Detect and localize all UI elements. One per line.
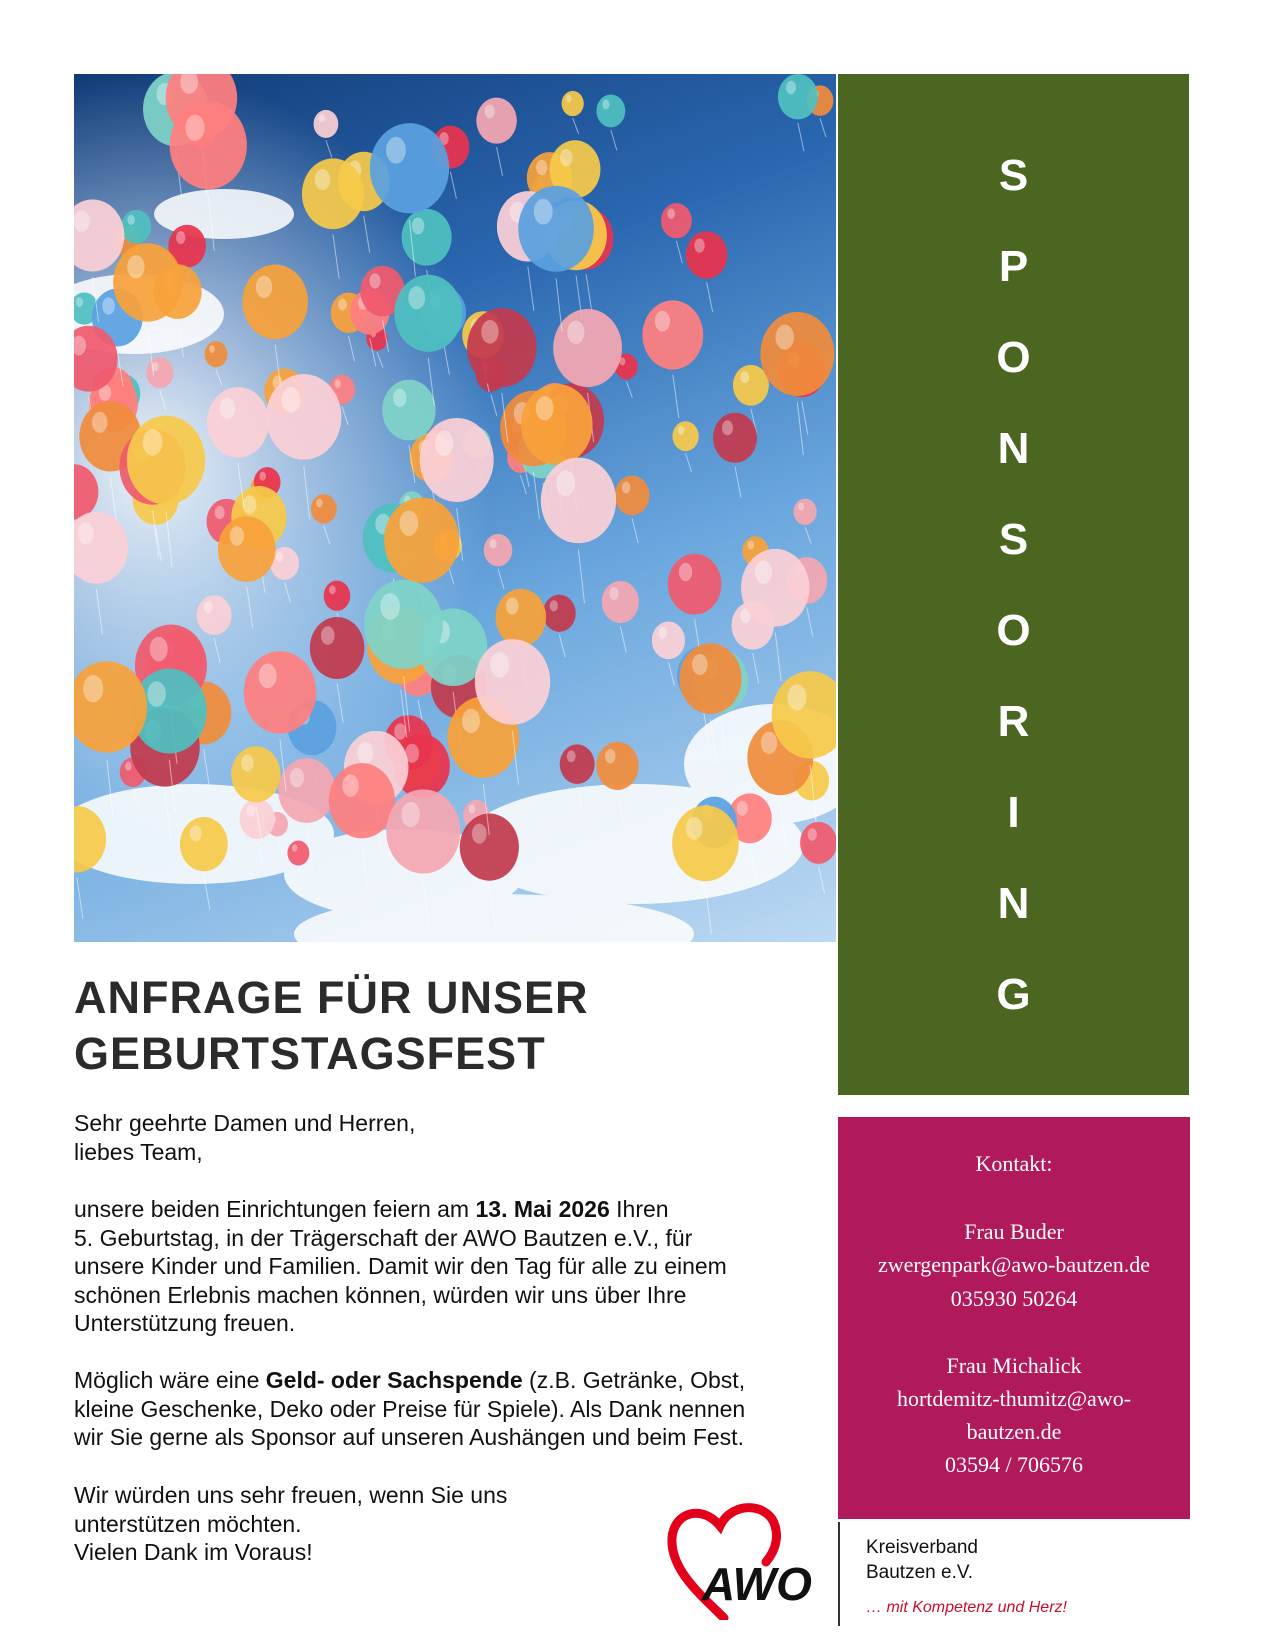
contact-name: Frau Buder	[964, 1219, 1064, 1244]
balloon-highlight	[435, 431, 453, 456]
greeting-line: Sehr geehrte Damen und Herren,	[74, 1110, 416, 1136]
balloon-highlight	[481, 320, 498, 344]
balloon	[170, 101, 247, 189]
balloon	[560, 744, 595, 784]
paragraph-line: kleine Geschenke, Deko oder Preise für Spiele). Als Dank nennen	[74, 1395, 746, 1422]
balloon	[231, 746, 280, 802]
paragraph-line: unsere beiden Einrichtungen feiern am 13. Mai 2026 Ihren	[74, 1196, 669, 1222]
balloon-highlight	[469, 804, 476, 813]
sponsor-letter: S	[998, 515, 1029, 564]
paragraph-line: Vielen Dank im Voraus!	[74, 1539, 313, 1565]
balloon	[615, 476, 650, 516]
balloon	[287, 841, 309, 866]
paragraph-1	[74, 1195, 814, 1338]
paragraph-line: Unterstützung freuen.	[74, 1310, 296, 1336]
paragraph-line: 5. Geburtstag, in der Trägerschaft der AWO Bautzen e.V., für	[74, 1224, 693, 1251]
paragraph-line: Möglich wäre eine Geld- oder Sachspende (z.B. Getränke, Obst,	[74, 1367, 746, 1393]
balloon-highlight	[761, 732, 777, 754]
sponsor-letter: S	[998, 151, 1029, 200]
balloon-highlight	[412, 217, 425, 234]
balloon-highlight	[679, 563, 692, 581]
balloon-highlight	[338, 299, 347, 311]
balloon-highlight	[92, 412, 107, 433]
greeting	[74, 1109, 814, 1166]
sponsor-letter: I	[1007, 788, 1020, 837]
donation-type: Geld- oder Sachspende	[265, 1367, 523, 1393]
paragraph-2	[74, 1366, 814, 1452]
title-line-1: ANFRAGE FÜR UNSER	[74, 972, 589, 1023]
sponsor-letter: N	[997, 879, 1030, 928]
balloon	[310, 617, 365, 679]
balloon-highlight	[185, 115, 204, 141]
balloon-highlight	[602, 99, 609, 109]
balloon-highlight	[556, 470, 575, 496]
balloon	[733, 365, 769, 406]
balloon	[302, 158, 364, 229]
balloon-highlight	[490, 539, 497, 549]
balloon-highlight	[220, 398, 236, 419]
balloon-highlight	[622, 482, 631, 494]
balloon-highlight	[342, 774, 359, 797]
balloon-highlight	[393, 389, 406, 407]
balloon-highlight	[692, 654, 708, 675]
balloon-highlight	[490, 652, 509, 678]
sponsor-letter: O	[996, 333, 1031, 382]
balloon-highlight	[190, 825, 202, 841]
balloon-highlight	[678, 426, 685, 435]
balloon	[384, 498, 459, 583]
balloon-highlight	[737, 801, 748, 816]
balloon	[602, 581, 639, 623]
balloon-highlight	[462, 709, 480, 733]
balloon	[672, 421, 698, 451]
balloon-highlight	[566, 95, 572, 103]
balloon	[672, 806, 739, 882]
balloon	[642, 300, 703, 369]
balloon	[661, 203, 692, 238]
balloon	[242, 265, 308, 340]
balloon	[475, 639, 550, 725]
balloon	[518, 186, 594, 272]
contact-phone[interactable]: 03594 / 706576	[944, 1452, 1084, 1477]
balloon	[686, 231, 728, 278]
balloon	[266, 374, 341, 460]
contact-title: Kontakt:	[975, 1151, 1053, 1176]
awo-logo-text: AWO	[702, 1558, 812, 1610]
balloon-highlight	[380, 593, 400, 620]
balloon-highlight	[534, 199, 553, 225]
balloon	[596, 95, 625, 128]
balloon	[496, 589, 547, 646]
balloon	[679, 643, 741, 714]
balloon-highlight	[319, 114, 325, 122]
balloon	[741, 549, 809, 627]
sponsor-letter: O	[996, 606, 1031, 655]
balloon-highlight	[259, 472, 266, 481]
balloon-highlight	[667, 208, 675, 219]
balloon-highlight	[290, 768, 304, 787]
event-date: 13. Mai 2026	[475, 1196, 610, 1222]
balloon	[180, 817, 228, 871]
balloon-highlight	[775, 325, 793, 350]
balloon-highlight	[176, 231, 185, 244]
balloon	[197, 595, 232, 635]
balloons-sky-image	[74, 74, 836, 942]
balloon	[484, 534, 513, 566]
balloon	[553, 309, 622, 387]
sponsor-letter: N	[997, 424, 1030, 473]
balloon	[652, 622, 685, 660]
balloon-highlight	[408, 286, 425, 309]
page-title	[74, 970, 589, 1082]
balloon-highlight	[394, 723, 406, 739]
balloon-highlight	[357, 742, 373, 764]
balloon	[562, 91, 584, 116]
paragraph-line: unsere Kinder und Familien. Damit wir den Tag für alle zu einem	[74, 1253, 727, 1279]
balloon-highlight	[316, 499, 322, 508]
balloon-highlight	[686, 817, 703, 840]
balloon	[146, 357, 173, 388]
balloon	[713, 413, 757, 463]
balloon-highlight	[798, 503, 804, 511]
balloon-highlight	[401, 802, 420, 827]
balloon	[521, 384, 592, 465]
balloon	[244, 651, 316, 733]
balloon-highlight	[102, 297, 115, 314]
balloon-highlight	[281, 387, 300, 413]
balloon-highlight	[215, 506, 225, 520]
sponsoring-panel	[838, 74, 1189, 1095]
balloon	[541, 458, 616, 544]
balloon	[476, 98, 516, 144]
balloon-highlight	[247, 805, 256, 817]
balloon-highlight	[241, 755, 253, 772]
balloon-highlight	[243, 495, 257, 514]
balloon-highlight	[334, 379, 340, 388]
org-line: Bautzen e.V.	[866, 1562, 974, 1583]
balloon-highlight	[276, 552, 283, 562]
balloon-highlight	[567, 321, 584, 344]
awo-logo	[662, 1500, 822, 1620]
balloon-highlight	[143, 429, 163, 456]
balloon	[402, 209, 452, 266]
org-slogan: … mit Kompetenz und Herz!	[866, 1599, 1067, 1616]
balloon-highlight	[256, 276, 272, 298]
balloon	[394, 275, 462, 352]
balloon-highlight	[485, 104, 495, 118]
balloon	[460, 814, 519, 881]
greeting-line: liebes Team,	[74, 1138, 203, 1165]
balloon-highlight	[150, 637, 168, 662]
balloon-highlight	[259, 664, 277, 689]
balloon	[218, 516, 276, 582]
balloon-highlight	[369, 273, 380, 288]
balloon	[127, 416, 205, 505]
balloon	[113, 243, 182, 321]
balloon-highlight	[74, 210, 90, 232]
contact-panel	[838, 1117, 1190, 1519]
balloon-highlight	[659, 627, 667, 638]
balloon	[370, 123, 449, 213]
balloon-highlight	[748, 541, 755, 550]
balloon-highlight	[787, 684, 806, 710]
title-line-2: GEBURTSTAGSFEST	[74, 1028, 546, 1079]
balloon-highlight	[567, 750, 576, 762]
balloon-highlight	[550, 600, 558, 611]
balloon-highlight	[808, 828, 817, 841]
balloon-highlight	[292, 844, 297, 851]
divider	[838, 1522, 840, 1626]
balloon-highlight	[147, 681, 166, 706]
paragraph-line: wir Sie gerne als Sponsor auf unseren Aushängen und beim Fest.	[74, 1424, 744, 1450]
balloon-highlight	[127, 255, 144, 279]
org-line: Kreisverband	[866, 1537, 978, 1558]
balloon	[205, 341, 228, 367]
sponsor-letter: P	[998, 242, 1029, 291]
balloon	[596, 742, 638, 790]
balloon-highlight	[786, 81, 796, 95]
balloon-highlight	[605, 749, 616, 763]
paragraph-line: unterstützen möchten.	[74, 1510, 302, 1537]
balloon-highlight	[321, 626, 335, 645]
contact-email[interactable]: zwergenpark@awo-bautzen.de	[877, 1252, 1151, 1277]
balloon	[420, 418, 494, 502]
balloon	[329, 763, 395, 838]
balloon-highlight	[655, 311, 670, 332]
balloon	[760, 312, 834, 396]
balloon-highlight	[329, 585, 336, 594]
balloon	[382, 380, 435, 441]
balloon-highlight	[722, 420, 733, 435]
balloon-highlight	[127, 215, 134, 225]
balloon-highlight	[694, 238, 704, 252]
balloon-highlight	[755, 561, 772, 584]
balloon	[324, 581, 351, 611]
contact-email[interactable]: hortdemitz-thumitz@awo-	[896, 1386, 1132, 1411]
balloon-highlight	[125, 762, 132, 771]
balloon-highlight	[386, 137, 406, 164]
balloon-highlight	[76, 297, 83, 307]
contact-name: Frau Michalick	[946, 1353, 1082, 1378]
balloon-highlight	[83, 675, 103, 702]
balloon	[778, 74, 818, 119]
balloon	[467, 308, 537, 387]
balloon-highlight	[399, 510, 418, 536]
contact-email-continued[interactable]: bautzen.de	[966, 1419, 1062, 1444]
balloon	[121, 210, 151, 244]
balloon-highlight	[740, 371, 749, 383]
balloon	[207, 387, 269, 458]
balloon	[800, 822, 836, 864]
balloon-highlight	[204, 601, 213, 613]
balloon	[278, 758, 335, 823]
balloon	[386, 789, 460, 873]
balloon-highlight	[506, 597, 519, 614]
balloon-highlight	[609, 587, 618, 600]
balloon	[543, 595, 576, 632]
balloon-highlight	[536, 396, 554, 420]
org-name	[866, 1535, 978, 1585]
balloon-highlight	[560, 149, 573, 166]
balloon-highlight	[78, 523, 94, 545]
sponsor-letter: R	[997, 697, 1030, 746]
balloon-highlight	[536, 160, 547, 175]
sponsor-letter: G	[996, 970, 1031, 1019]
balloon	[668, 554, 721, 615]
balloon-highlight	[209, 345, 215, 353]
balloon-highlight	[315, 169, 331, 190]
contact-phone[interactable]: 035930 50264	[950, 1286, 1078, 1311]
paragraph-line: Wir würden uns sehr freuen, wenn Sie uns	[74, 1482, 508, 1508]
balloon	[794, 499, 817, 525]
balloon	[240, 799, 275, 839]
balloon-highlight	[472, 824, 487, 844]
balloons-photo	[74, 74, 836, 942]
balloon	[314, 110, 339, 138]
paragraph-line: schönen Erlebnis machen können, würden wir uns über Ihre	[74, 1281, 687, 1308]
balloon-highlight	[230, 526, 244, 546]
balloon	[311, 494, 337, 523]
balloon	[364, 580, 443, 669]
